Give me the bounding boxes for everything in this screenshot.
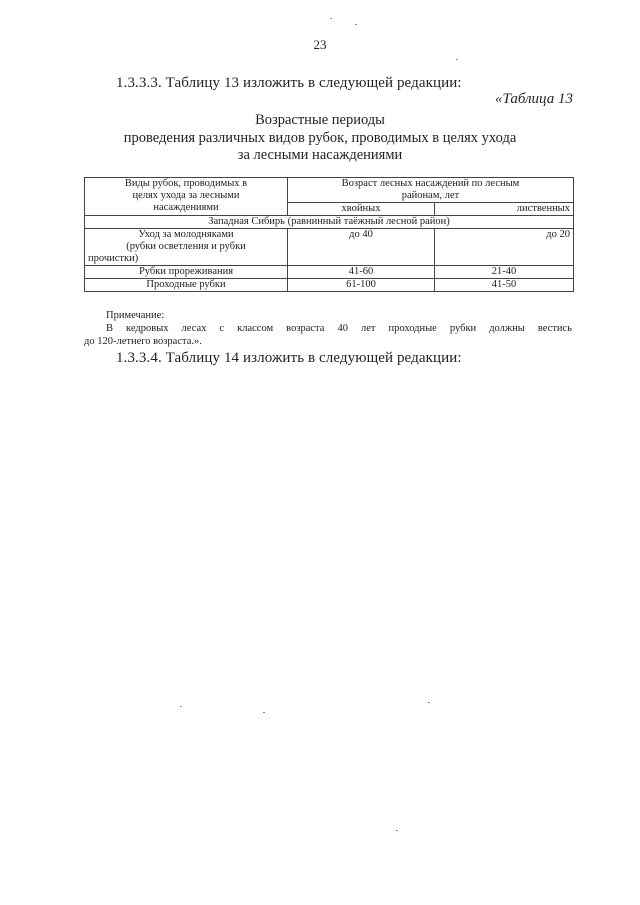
scan-speck	[428, 702, 430, 703]
table-region-row	[85, 216, 574, 229]
cutting-type-cell: Рубки прореживания	[85, 266, 288, 279]
region-name: Западная Сибирь (равнинный таёжный лесной район)	[85, 216, 574, 229]
table-row	[85, 266, 574, 279]
scan-speck	[355, 24, 357, 25]
note-title: Примечание:	[106, 310, 165, 321]
scan-speck	[263, 712, 265, 713]
instruction-table-14: 1.3.3.4. Таблицу 14 изложить в следующей редакции:	[116, 350, 462, 366]
cutting-type-cell	[85, 229, 288, 266]
header-coniferous: хвойных	[288, 203, 435, 216]
note-text: В кедровых лесах с классом возраста 40 лет проходные рубки должны вестись	[106, 323, 572, 334]
cutting-type-cell: Проходные рубки	[85, 279, 288, 292]
coniferous-age: до 40	[288, 229, 435, 266]
header-line: целях ухода за лесными	[132, 190, 240, 201]
note-text: до 120-летнего возраста.».	[84, 336, 202, 347]
scan-speck	[180, 706, 182, 707]
cutting-age-table	[84, 177, 574, 292]
table-row	[85, 229, 574, 266]
cutting-type-line: Уход за молодняками	[138, 229, 234, 240]
table-title-line: проведения различных видов рубок, проводимых в целях ухода	[123, 130, 517, 146]
scan-speck	[456, 59, 458, 60]
page-number: 23	[313, 37, 327, 52]
coniferous-age: 61-100	[288, 279, 435, 292]
cutting-type-line: прочистки)	[88, 253, 139, 264]
table-title-line: за лесными насаждениями	[237, 147, 403, 163]
table-header-row	[85, 178, 574, 203]
header-age-group	[288, 178, 574, 203]
table-title-line: Возрастные периоды	[255, 112, 385, 128]
header-line: Возраст лесных насаждений по лесным	[341, 178, 520, 189]
header-line: насаждениями	[153, 202, 219, 213]
header-deciduous: лиственных	[435, 203, 574, 216]
scan-speck	[330, 18, 332, 19]
table-row	[85, 279, 574, 292]
cutting-type-line: (рубки осветления и рубки	[126, 241, 246, 252]
scan-speck	[396, 830, 398, 831]
coniferous-age: 41-60	[288, 266, 435, 279]
deciduous-age: до 20	[435, 229, 574, 266]
table-13-label: «Таблица 13	[495, 91, 573, 107]
deciduous-age: 21-40	[435, 266, 574, 279]
deciduous-age: 41-50	[435, 279, 574, 292]
header-line: районам, лет	[401, 190, 460, 201]
header-cutting-types	[85, 178, 288, 216]
header-line: Виды рубок, проводимых в	[124, 178, 248, 189]
instruction-table-13: 1.3.3.3. Таблицу 13 изложить в следующей редакции:	[116, 75, 462, 91]
